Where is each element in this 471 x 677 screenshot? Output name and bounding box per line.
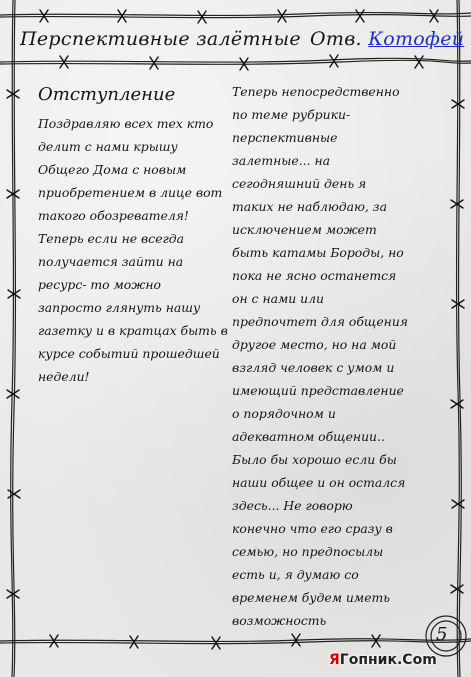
responsible-editor — [310, 28, 464, 50]
page-header — [20, 26, 465, 56]
right-column-text: Теперь непосредственно по теме рубрики-перспективные залетные... на сегодняшний день я таких не наблюдаю, за исключением может быть катамы Бороды, но пока не ясно останется он с нами или предпочтет для общения другое место, но на мой взгляд человек с умом и имеющий представление о порядочном и адекватном общении.. Было бы хорошо если бы наши общее и он остался здесь... Не говорю конечно что его сразу в семью, но предпосылы есть и, я думаю со временем будем иметь возможность — [232, 84, 409, 628]
page-number: 5 — [436, 624, 448, 645]
author-link[interactable]: Котофей — [368, 28, 465, 50]
site-watermark — [329, 652, 437, 668]
responsible-prefix: Отв. — [310, 28, 362, 50]
left-column-text: Поздравляю всех тех кто делит с нами крышу Общего Дома с новым приобретением в лице вот такого обозревателя! Теперь если не всегда получается зайти на ресурс- то можно запросто глянуть нашу газетку и в кратцах быть в курсе событий прошедшей недели! — [38, 116, 228, 384]
article-title: Отступление — [38, 84, 176, 105]
watermark-text: Гопник.Com — [339, 652, 437, 668]
section-title: Перспективные залётные — [20, 28, 301, 50]
watermark-logo-letter: Я — [329, 652, 340, 668]
right-column — [232, 80, 410, 632]
left-column — [38, 112, 228, 388]
